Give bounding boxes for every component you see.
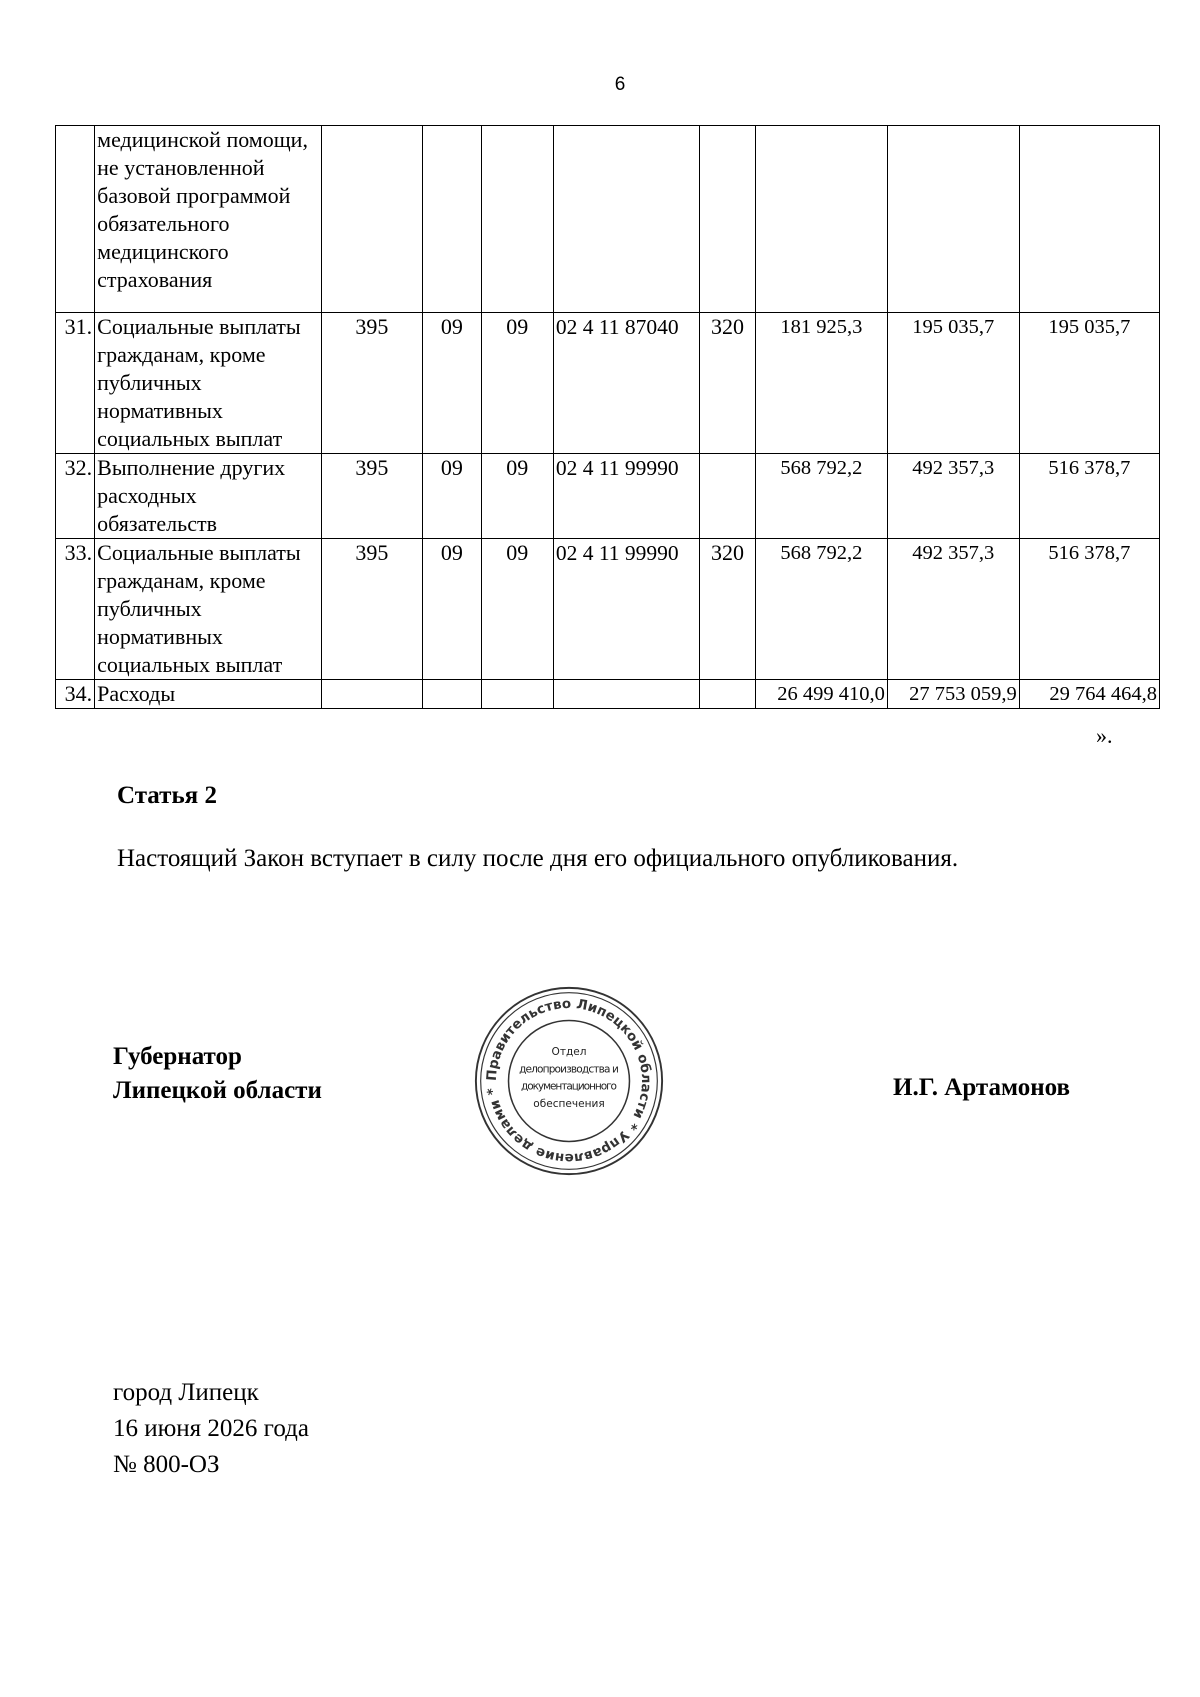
amount-col-3: 195 035,7 bbox=[1019, 313, 1159, 454]
amount-col-1: 568 792,2 bbox=[755, 454, 887, 539]
table-row bbox=[56, 313, 1160, 454]
section-code bbox=[422, 680, 481, 709]
subsection-code: 09 bbox=[481, 454, 553, 539]
page-number: 6 bbox=[614, 74, 626, 95]
subsection-code bbox=[481, 126, 553, 313]
row-number: 34. bbox=[56, 680, 95, 709]
subsection-code: 09 bbox=[481, 313, 553, 454]
amount-col-2: 492 357,3 bbox=[887, 539, 1019, 680]
target-article-code: 02 4 11 87040 bbox=[553, 313, 699, 454]
table-row bbox=[56, 680, 1160, 709]
closing-quote: ». bbox=[1096, 723, 1113, 748]
section-code: 09 bbox=[422, 454, 481, 539]
table-row bbox=[56, 454, 1160, 539]
stamp-center-line-1: Отдел bbox=[551, 1046, 587, 1059]
position-line-2: Липецкой области bbox=[113, 1077, 322, 1104]
row-number: 31. bbox=[56, 313, 95, 454]
grbs-code: 395 bbox=[321, 539, 422, 680]
amount-col-2: 492 357,3 bbox=[887, 454, 1019, 539]
row-number: 33. bbox=[56, 539, 95, 680]
amount-col-2: 27 753 059,9 bbox=[887, 680, 1019, 709]
city: город Липецк bbox=[113, 1379, 259, 1406]
position-line-1: Губернатор bbox=[113, 1043, 242, 1070]
amount-col-3 bbox=[1019, 126, 1159, 313]
amount-col-2: 195 035,7 bbox=[887, 313, 1019, 454]
amount-col-2 bbox=[887, 126, 1019, 313]
article-title: Статья 2 bbox=[117, 782, 217, 809]
stamp-center-line-4: обеспечения bbox=[533, 1097, 605, 1110]
row-number: 32. bbox=[56, 454, 95, 539]
amount-col-1: 568 792,2 bbox=[755, 539, 887, 680]
grbs-code bbox=[321, 126, 422, 313]
official-stamp bbox=[473, 985, 665, 1177]
signatory-name: И.Г. Артамонов bbox=[893, 1074, 1070, 1101]
grbs-code: 395 bbox=[321, 313, 422, 454]
row-number bbox=[56, 126, 95, 313]
amount-col-3: 29 764 464,8 bbox=[1019, 680, 1159, 709]
budget-table bbox=[55, 125, 1160, 709]
expense-name: медицинской помощи, не установленной базовой программой обязательного медицинского страхования bbox=[95, 126, 322, 313]
stamp-center-line-2: делопроизводства и bbox=[519, 1063, 619, 1076]
table-row bbox=[56, 126, 1160, 313]
grbs-code: 395 bbox=[321, 454, 422, 539]
section-code: 09 bbox=[422, 313, 481, 454]
expense-type-code bbox=[700, 126, 756, 313]
expense-name: Расходы bbox=[95, 680, 322, 709]
subsection-code bbox=[481, 680, 553, 709]
expense-name: Социальные выплаты гражданам, кроме публичных нормативных социальных выплат bbox=[95, 313, 322, 454]
law-number: № 800-ОЗ bbox=[113, 1451, 220, 1478]
date: 16 июня 2026 года bbox=[113, 1415, 309, 1442]
amount-col-3: 516 378,7 bbox=[1019, 454, 1159, 539]
amount-col-1: 26 499 410,0 bbox=[755, 680, 887, 709]
amount-col-3: 516 378,7 bbox=[1019, 539, 1159, 680]
section-code: 09 bbox=[422, 539, 481, 680]
table-row bbox=[56, 539, 1160, 680]
stamp-center-line-3: документационного bbox=[521, 1080, 617, 1093]
target-article-code bbox=[553, 680, 699, 709]
subsection-code: 09 bbox=[481, 539, 553, 680]
expense-name: Социальные выплаты гражданам, кроме публичных нормативных социальных выплат bbox=[95, 539, 322, 680]
stamp-ring-text: Правительство Липецкой области * Управление делами * bbox=[484, 996, 654, 1165]
grbs-code bbox=[321, 680, 422, 709]
amount-col-1 bbox=[755, 126, 887, 313]
target-article-code: 02 4 11 99990 bbox=[553, 539, 699, 680]
expense-type-code: 320 bbox=[700, 313, 756, 454]
expense-type-code: 320 bbox=[700, 539, 756, 680]
article-text: Настоящий Закон вступает в силу после дня его официального опубликования. bbox=[117, 845, 959, 872]
document-footer bbox=[113, 1375, 309, 1483]
section-code bbox=[422, 126, 481, 313]
expense-type-code bbox=[700, 680, 756, 709]
target-article-code bbox=[553, 126, 699, 313]
amount-col-1: 181 925,3 bbox=[755, 313, 887, 454]
expense-type-code bbox=[700, 454, 756, 539]
target-article-code: 02 4 11 99990 bbox=[553, 454, 699, 539]
expense-name: Выполнение других расходных обязательств bbox=[95, 454, 322, 539]
signatory-position bbox=[113, 1040, 322, 1108]
